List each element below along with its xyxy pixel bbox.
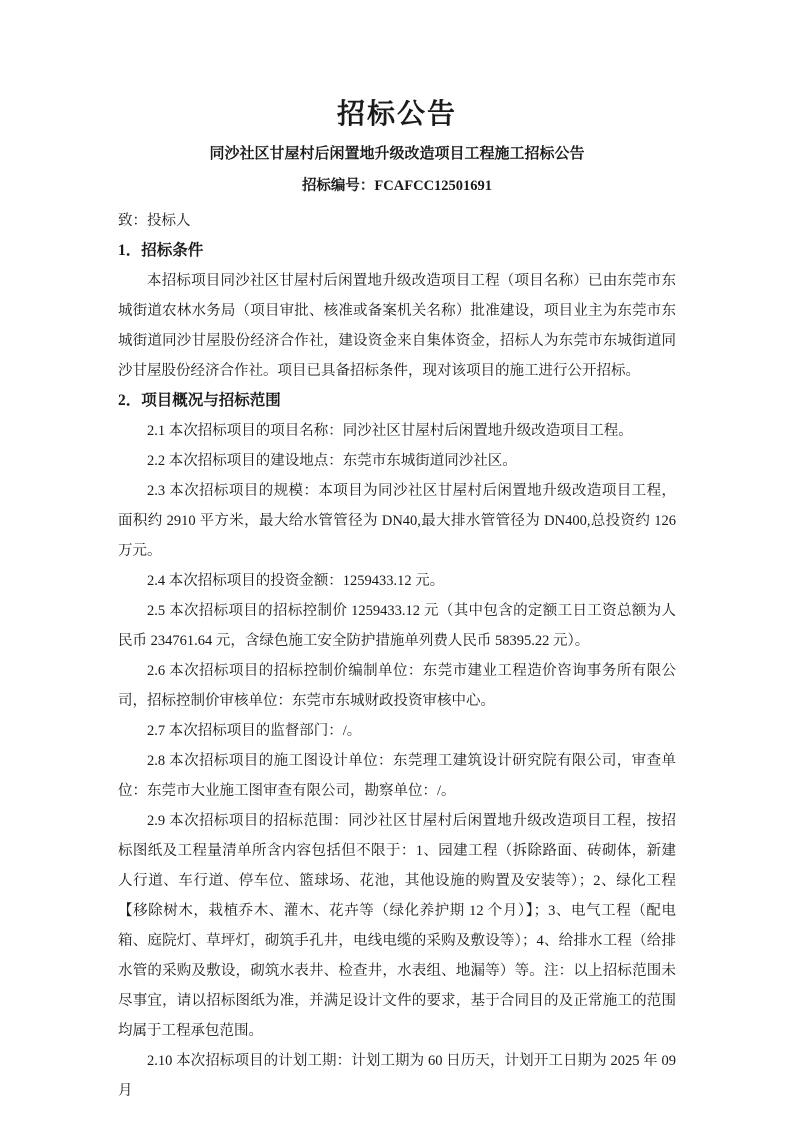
paragraph-2-6-price-units: 2.6 本次招标项目的招标控制价编制单位：东莞市建业工程造价咨询事务所有限公司，招标控制价审核单位：东莞市东城财政投资审核中心。 [118,663,676,709]
section-heading-bid-conditions: 1．招标条件 [118,242,204,259]
salutation-line: 致：投标人 [118,213,191,229]
paragraph-2-5-control-price: 2.5 本次招标项目的招标控制价 1259433.12 元（其中包含的定额工日工资总额为人民币 234761.64 元，含绿色施工安全防护措施单列费人民币 58395.22 元）。 [118,603,676,649]
section-heading-project-overview: 2．项目概况与招标范围 [118,392,281,409]
paragraph-2-10-planned-duration: 2.10 本次招标项目的计划工期：计划工期为 60 日历天，计划开工日期为 2025 年 09 月 [118,1053,676,1099]
document-title: 招标公告 [336,99,457,130]
document-subtitle: 同沙社区甘屋村后闲置地升级改造项目工程施工招标公告 [209,146,585,162]
paragraph-2-1-project-name: 2.1 本次招标项目的项目名称：同沙社区甘屋村后闲置地升级改造项目工程。 [147,423,633,439]
paragraph-2-8-design-units: 2.8 本次招标项目的施工图设计单位：东莞理工建筑设计研究院有限公司，审查单位：东莞市大业施工图审查有限公司，勘察单位：/。 [118,753,676,799]
bid-number-line: 招标编号：FCAFCC12501691 [301,178,493,194]
paragraph-2-9-bid-scope: 2.9 本次招标项目的招标范围：同沙社区甘屋村后闲置地升级改造项目工程，按招标图纸及工程量清单所含内容包括但不限于：1、园建工程（拆除路面、砖砌体，新建人行道、车行道、停车位、篮球场、花池，其他设施的购置及安装等）；2、绿化工程【移除树木，栽植乔木、灌木、花卉等（绿化养护期 12 个月）】；3、电气工程（配电箱、庭院灯、草坪灯，砌筑手孔井，电线电缆的采购及敷设等）；4、给排水工程（给排水管的采购及敷设，砌筑水表井、检查井，水表组、地漏等）等。注：以上招标范围未尽事宜，请以招标图纸为准，并满足设计文件的要求，基于合同目的及正常施工的范围均属于工程承包范围。 [118,813,676,1039]
paragraph-2-2-location: 2.2 本次招标项目的建设地点：东莞市东城街道同沙社区。 [147,453,517,469]
paragraph-2-3-scale: 2.3 本次招标项目的规模：本项目为同沙社区甘屋村后闲置地升级改造项目工程，面积约 2910 平方米，最大给水管管径为 DN40,最大排水管管径为 DN400,总投资约 126 万元。 [118,483,676,559]
paragraph-2-7-supervision: 2.7 本次招标项目的监督部门：/。 [147,723,362,739]
paragraph-2-4-investment: 2.4 本次招标项目的投资金额：1259433.12 元。 [147,573,445,589]
paragraph-bid-conditions: 本招标项目同沙社区甘屋村后闲置地升级改造项目工程（项目名称）已由东莞市东城街道农林水务局（项目审批、核准或备案机关名称）批准建设，项目业主为东莞市东城街道同沙甘屋股份经济合作社，建设资金来自集体资金，招标人为东莞市东城街道同沙甘屋股份经济合作社。项目已具备招标条件，现对该项目的施工进行公开招标。 [118,273,676,379]
